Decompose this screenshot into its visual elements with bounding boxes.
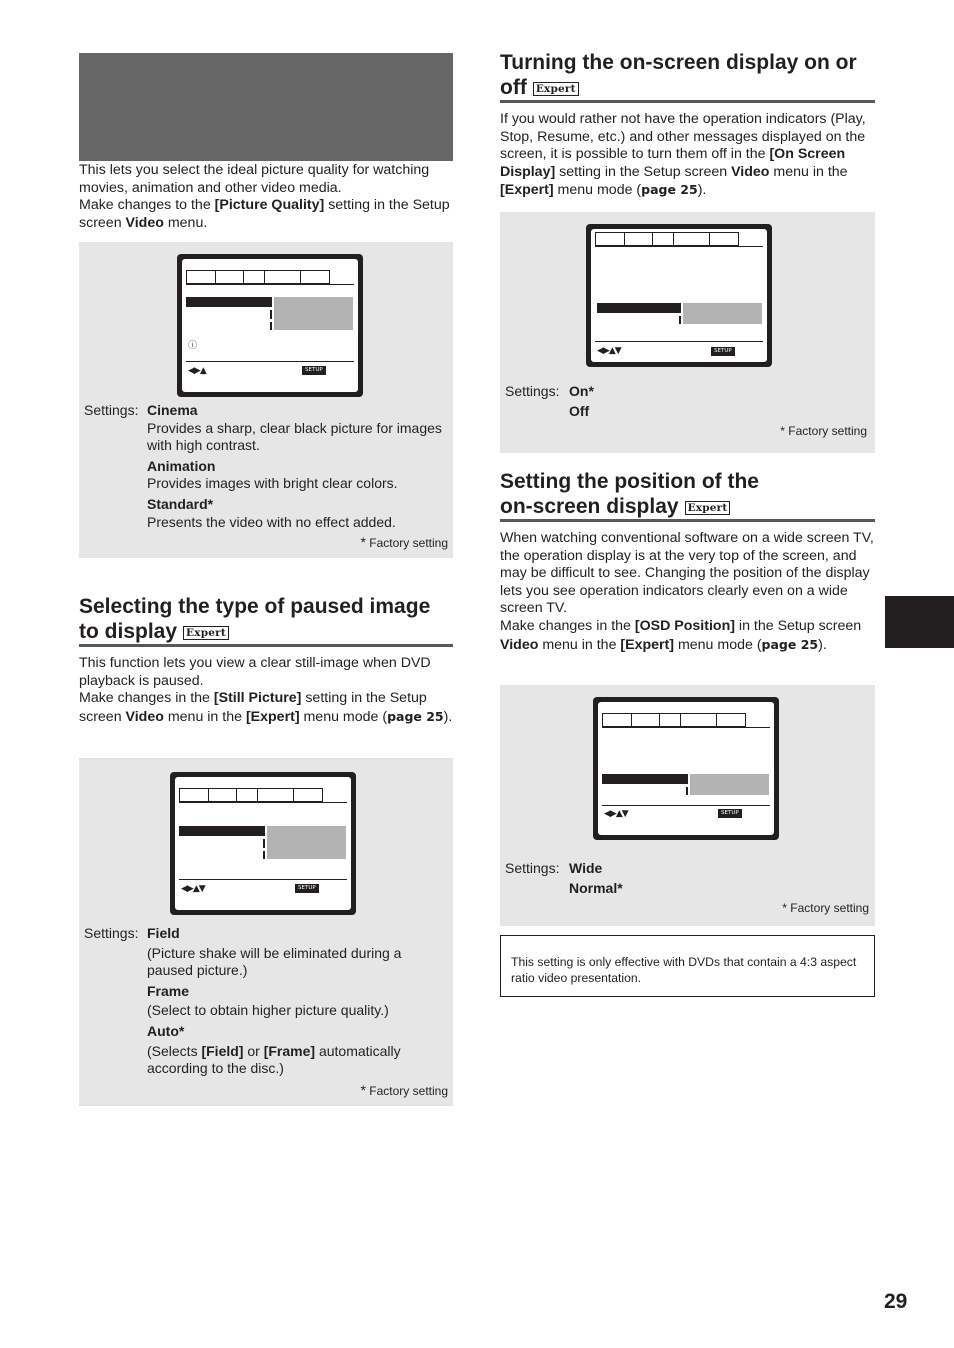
- settings-label: Settings:: [505, 860, 560, 876]
- osd-position-settings-box: [500, 685, 875, 926]
- factory-setting-note: * Factory setting: [782, 901, 869, 915]
- expert-badge-icon: Expert: [685, 501, 731, 515]
- setup-button-icon: SETUP: [718, 809, 742, 818]
- setup-screen-illustration: [586, 224, 772, 367]
- info-icon: ⓘ: [188, 340, 198, 350]
- nav-arrows-icon: ◀▶▲▼: [181, 884, 205, 894]
- picture-quality-settings-box: [79, 242, 453, 558]
- osd-position-intro: When watching conventional software on a wide screen TV, the operation display is at the very top of the screen, and may be difficult to see. Changing the position of the display lets you see operation indicators clearly even on a wide screen TV. Make changes in the [OSD Position] in the Setup screen Video menu in the [Expert] menu mode (page 25).: [500, 530, 874, 653]
- menu-tabs: [602, 713, 746, 727]
- option-standard: Standard*: [147, 495, 214, 512]
- option-wide: Wide: [569, 860, 603, 876]
- option-panel: [683, 303, 762, 324]
- expert-badge-icon: Expert: [183, 626, 229, 640]
- menu-tabs: [595, 232, 739, 246]
- section-title: Selecting the type of paused image to display Expert: [79, 595, 431, 643]
- option-on: On*: [569, 383, 594, 399]
- option-auto: Auto*: [147, 1022, 185, 1039]
- still-picture-intro: This function lets you view a clear still-image when DVD playback is paused. Make changes in the [Still Picture] setting in the Setup screen Video menu in the [Expert] menu mode (page 25).: [79, 655, 453, 725]
- settings-options: Field (Picture shake will be eliminated during a paused picture.) Frame (Select to obtain higher picture quality.) Auto* (Selects [Field] or [Frame] automatically according to the disc.): [147, 925, 402, 1077]
- page-reference: page 25: [761, 636, 819, 652]
- osd-settings-box: [500, 212, 875, 453]
- setup-button-icon: SETUP: [711, 347, 735, 356]
- selected-menu-row: [602, 774, 686, 784]
- page-reference: page 25: [641, 182, 698, 198]
- still-picture-heading-block: [79, 595, 455, 644]
- factory-setting-note: * Factory setting: [360, 1082, 448, 1098]
- setup-button-icon: SETUP: [302, 366, 326, 375]
- section-rule: [500, 519, 875, 522]
- option-off: Off: [569, 402, 590, 419]
- nav-arrows-icon: ◀▶▲▼: [597, 346, 621, 356]
- setup-screen-illustration: [177, 254, 363, 397]
- selected-menu-row: [179, 826, 263, 836]
- nav-arrows-icon: ◀▶▲: [188, 366, 206, 376]
- option-panel: [274, 297, 353, 330]
- menu-tabs: [186, 270, 330, 284]
- section-header-block: [79, 53, 453, 161]
- osd-heading-block: [500, 51, 876, 100]
- settings-label: Settings:: [84, 925, 139, 941]
- setup-screen-illustration: [593, 697, 779, 840]
- nav-arrows-icon: ◀▶▲▼: [604, 809, 628, 819]
- selected-menu-row: [597, 303, 679, 313]
- settings-options: Cinema Provides a sharp, clear black picture for images with high contrast. Animation Provides images with bright clear colors. Standard* Presents the video with no effect added.: [147, 402, 442, 530]
- section-rule: [500, 100, 875, 103]
- expert-badge-icon: Expert: [533, 82, 579, 96]
- osd-position-heading-block: [500, 470, 876, 519]
- setup-button-icon: SETUP: [295, 884, 319, 893]
- settings-options: [569, 860, 623, 897]
- settings-options: [569, 383, 594, 420]
- option-normal: Normal*: [569, 879, 623, 896]
- factory-setting-note: * Factory setting: [360, 534, 448, 550]
- chapter-side-tab: [885, 596, 954, 648]
- osd-intro: If you would rather not have the operation indicators (Play, Stop, Resume, etc.) and other messages displayed on the screen, it is possible to turn them off in the [On Screen Display] setting in the Setup screen Video menu in the [Expert] menu mode (page 25).: [500, 111, 866, 199]
- note-box: This setting is only effective with DVDs that contain a 4:3 aspect ratio video presentation.: [500, 935, 875, 997]
- still-picture-settings-box: [79, 758, 453, 1106]
- picture-quality-intro: This lets you select the ideal picture quality for watching movies, animation and other video media. Make changes to the [Picture Quality] setting in the Setup screen Video menu.: [79, 162, 450, 231]
- settings-label: Settings:: [84, 402, 139, 418]
- page-reference: page 25: [387, 708, 444, 724]
- section-title: Setting the position of the on-screen display Expert: [500, 470, 759, 518]
- option-panel: [690, 774, 769, 795]
- option-cinema: Cinema: [147, 402, 198, 418]
- option-field: Field: [147, 925, 180, 941]
- option-panel: [267, 826, 346, 859]
- factory-setting-note: * Factory setting: [780, 424, 867, 438]
- option-frame: Frame: [147, 982, 190, 999]
- option-animation: Animation: [147, 457, 216, 474]
- selected-menu-row: [186, 297, 270, 307]
- section-title: Turning the on-screen display on or off Expert: [500, 51, 857, 99]
- settings-label: Settings:: [505, 383, 560, 399]
- setup-screen-illustration: [170, 772, 356, 915]
- page-number: 29: [884, 1290, 908, 1313]
- section-rule: [79, 644, 453, 647]
- menu-tabs: [179, 788, 323, 802]
